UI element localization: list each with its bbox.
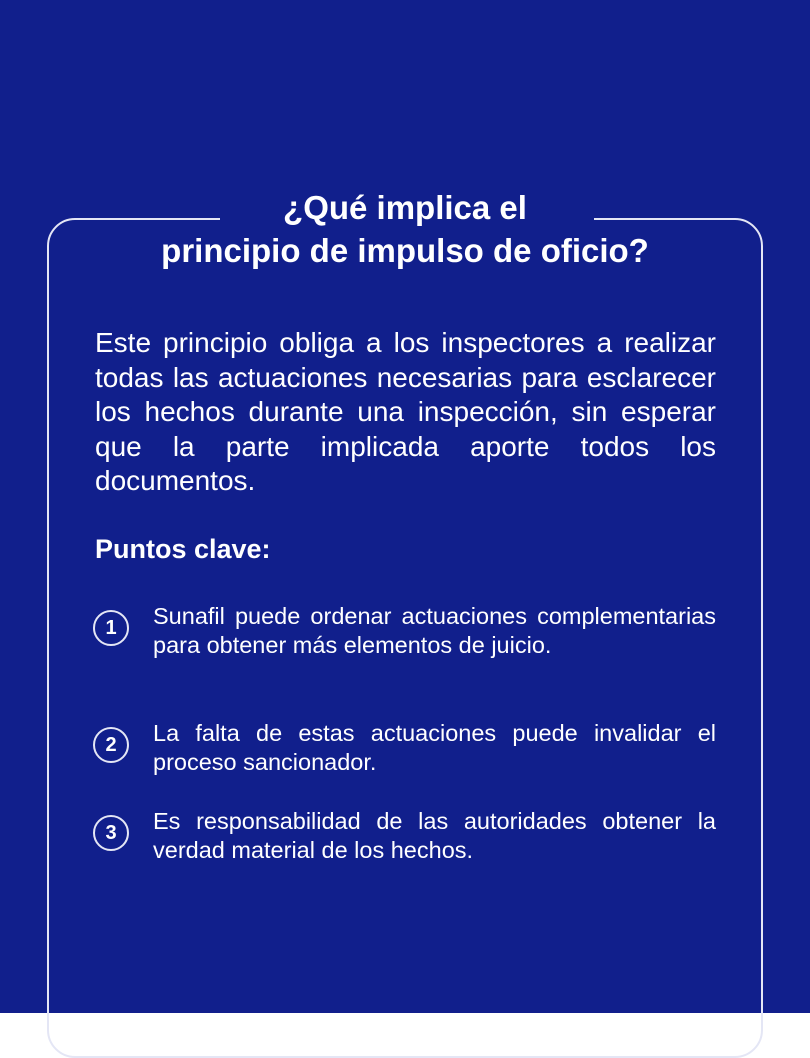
page-title-line-1: ¿Qué implica el (283, 189, 527, 226)
key-point-text: La falta de estas actuaciones puede invalidar el proceso sancionador. (153, 720, 716, 775)
number-badge: 3 (93, 815, 129, 851)
key-point-text: Sunafil puede ordenar actuaciones complementarias para obtener más elementos de juicio. (153, 603, 716, 658)
key-point-text: Es responsabilidad de las autoridades obtener la verdad material de los hechos. (153, 808, 716, 863)
page-title (80, 186, 730, 272)
number-badge: 2 (93, 727, 129, 763)
number-badge: 1 (93, 610, 129, 646)
key-points-heading: Puntos clave: (95, 534, 271, 564)
intro-paragraph: Este principio obliga a los inspectores a realizar todas las actuaciones necesarias para esclarecer los hechos durante una inspección, sin esperar que la parte implicada aporte todos los documentos. (95, 327, 716, 496)
page-title-line-2: principio de impulso de oficio? (161, 232, 649, 269)
